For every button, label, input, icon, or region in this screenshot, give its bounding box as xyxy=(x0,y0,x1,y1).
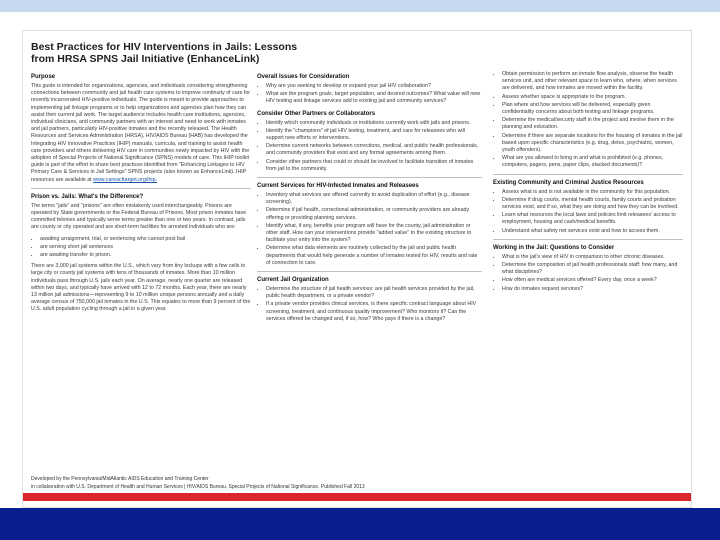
list-item: • Determine what data elements are routinely collected by the jail and public health departments that would help generate a number of inmates tested for HIV, results and rate of connection to care. xyxy=(266,245,482,267)
list-item: • If a private vendor provides clinical services, is there specific contract language about HIV screening, treatment, and continuous quality improvement? Who monitors it? Can the services offered be changed and, if so, how? Who pays if there is a change? xyxy=(266,301,482,323)
purpose-text xyxy=(31,83,251,184)
footer-line-1: Developed by the Pennsylvania/MidAtlantic AIDS Education and Training Center xyxy=(31,476,209,482)
list-item: • Identify what, if any, benefits your program will have for the county, jail administration or other staff. How can your interventions provide "added value" to the existing structure to facilitate your entry into the system? xyxy=(266,223,482,245)
list-item: • Determine if there are separate locations for the housing of inmates in the jail based upon specific characteristics (e.g. drug, detox, psychiatric, women, youth offenders). xyxy=(502,133,683,155)
org-list xyxy=(257,286,482,323)
ihip-link[interactable]: www.careacttarget.org/ihip. xyxy=(93,176,158,183)
divider xyxy=(257,271,482,272)
working-list xyxy=(493,254,683,293)
purpose-heading: Purpose xyxy=(31,74,56,80)
list-item: • are serving short jail sentences xyxy=(40,244,251,251)
list-item: • Determine if jail health, correctional administration, or community providers are already offering or providing planning services. xyxy=(266,207,482,221)
existing-heading: Existing Community and Criminal Justice Resources xyxy=(493,179,644,186)
list-item: • What are the program goals, target population, and desired outcomes? What value will new HIV testing and linkage services add to existing jail and community services? xyxy=(266,91,482,105)
org-heading: Current Jail Organization xyxy=(257,277,329,284)
list-item: • Inventory what services are offered currently to avoid duplication of effort (e.g., disease screening). xyxy=(266,192,482,206)
list-item: • Plan where and how services will be delivered, especially given confidentiality concerns about both testing and linkage programs. xyxy=(502,102,683,116)
list-item: • are awaiting transfer to prison. xyxy=(40,252,251,259)
slide-bottom-bar xyxy=(0,508,720,540)
list-item: • Assess what is and is not available in the community for this population. xyxy=(502,189,683,196)
prison-heading: Prison vs. Jails: What's the Difference? xyxy=(31,193,144,200)
list-item: • How do inmates request services? xyxy=(502,286,683,293)
list-item: • Determine if drug courts, mental health courts, family courts and probation services exist, and if so, what they are doing and how they can be involved. xyxy=(502,197,683,211)
list-item: • Determine the structure of jail health services: are jail health services provided by the jail, public health department, or a private vendor? xyxy=(266,286,482,300)
prison-text: The terms "jails" and "prisons" are often mistakenly used interchangeably. Prisons are operated by State governments or the Federal Bureau of Prisons. Most prison inmates have committed felonies and typically serve terms greater than one or two years. In contrast, jails are county or city operated and are short-term facilities for arrested individuals who are: xyxy=(31,202,247,231)
divider xyxy=(493,174,683,175)
divider xyxy=(257,177,482,178)
divider xyxy=(31,188,251,189)
list-item: • What are you allowed to bring in and what is prohibited (e.g. phones, computers, pagers, pens, paper clips, stacked documents)? xyxy=(502,155,683,169)
list-item: • Why are you seeking to develop or expand your jail HIV collaboration? xyxy=(266,83,482,90)
footer-red-bar xyxy=(23,493,692,501)
current-list xyxy=(257,192,482,267)
purpose-body: This guide is intended for organizations, agencies, and individuals considering strengthening connections between community and jail health care systems to improve continuity of care for recently incarcerated HIV-positive individuals. The guide is meant to provide approaches to implementing jail linkage programs or to help organizations and agencies plan how they can assist their current jail work. The target audience includes health care institutions, agencies, individual clinicians, and community partners with an interest and need to work with inmates and jail partners, particularly HIV-positive inmates and the recently released. The Health Resources and Services Administration (HRSA), HIV/AIDS Bureau (HAB) has developed the Integrating HIV Innovative Practices (IHIP) manuals, curricula, and training to assist health care providers and others delivering HIV care in communities newly impacted by HIV with the adoption of Special Projects of National Significance (SPNS) models of care. This IHIP toolkit guide is part of the effort to share best practices identified from "Enhancing Linkages to HIV Primary Care & Services in Jail Settings" SPNS projects (also known as EnhanceLink). IHIP resources are available at xyxy=(31,83,251,183)
top-list xyxy=(493,71,683,170)
list-item: • Identify which community individuals or institutions currently work with jails and prisons. xyxy=(266,120,482,127)
list-item: • Determine the composition of jail health professionals staff: how many, and what disciplines? xyxy=(502,262,683,276)
partners-list xyxy=(257,120,482,173)
column-middle xyxy=(257,71,482,327)
title-line-1: Best Practices for HIV Interventions in Jails: Lessons xyxy=(31,41,298,53)
overall-heading: Overall Issues for Consideration xyxy=(257,74,350,80)
list-item: • Identify the "champions" of jail HIV testing, treatment, and care for releasees who will support new efforts or interventions. xyxy=(266,128,482,142)
overall-list xyxy=(257,83,482,106)
list-item: • Assess whether space is appropriate to the program. xyxy=(502,94,683,101)
column-right xyxy=(493,71,683,297)
prison-text-2: There are 3,000 jail systems within the U.S., which vary from tiny lockups with a few cells to large city or county jail systems with tens of thousands of inmates. More than 10 million individuals pass through U.S. jails each year. On average, nearly one quarter are released within two days, and typically have arrived with 12 to 72 months. Each year, there are nearly 13 million jail admissions—representing 9 to 10 million unique persons annually and a daily average census of 750,000 jail inmates in the U.S. This equates to more than 9 percent of the U.S. adult population cycling through a jail in a given year. xyxy=(31,263,251,313)
document-page xyxy=(22,30,692,508)
list-item: • What is the jail's view of HIV in comparison to other chronic diseases. xyxy=(502,254,683,261)
working-heading: Working in the Jail: Questions to Consider xyxy=(493,244,615,251)
existing-list xyxy=(493,189,683,235)
list-item: • Obtain permission to perform an inmate flow analysis, observe the health services unit, and other relevant space to learn who, where, when services are delivered, and how inmates are moved within the facility. xyxy=(502,71,683,93)
list-item: • Learn what resources the local laws and policies limit releasees' access to employment, housing and cash/medical benefits. xyxy=(502,212,683,226)
document-footer xyxy=(23,471,692,507)
divider xyxy=(493,239,683,240)
list-item: • How often are medical services offered? Every day, once a week? xyxy=(502,277,683,284)
list-item: • Determine current networks between corrections, medical, and public health professionals, and community providers that exist and any formal agreements among them. xyxy=(266,143,482,157)
list-item: • awaiting arraignment, trial, or sentencing who cannot post bail xyxy=(40,236,251,243)
list-item: • Determine the medical/security staff in the project and involve them in the planning and education. xyxy=(502,117,683,131)
partners-heading: Consider Other Partners or Collaborators xyxy=(257,110,376,117)
column-left xyxy=(31,71,251,318)
footer-text xyxy=(31,475,631,491)
document-title xyxy=(31,41,331,65)
title-line-2: from HRSA SPNS Jail Initiative (EnhanceLink) xyxy=(31,53,260,65)
slide-top-bar xyxy=(0,0,720,12)
prison-bullet-list xyxy=(31,236,251,260)
list-item: • Understand what safety net services exist and how to access them. xyxy=(502,228,683,235)
list-item: • Consider other partners that could or should be involved to facilitate transition of inmates from jail to the community. xyxy=(266,159,482,173)
footer-line-2: in collaboration with U.S. Department of Health and Human Services | HIV/AIDS Bureau, Special Projects of National Significance. Published Fall 2013 xyxy=(31,484,365,490)
current-heading: Current Services for HIV-Infected Inmates and Releasees xyxy=(257,183,419,190)
